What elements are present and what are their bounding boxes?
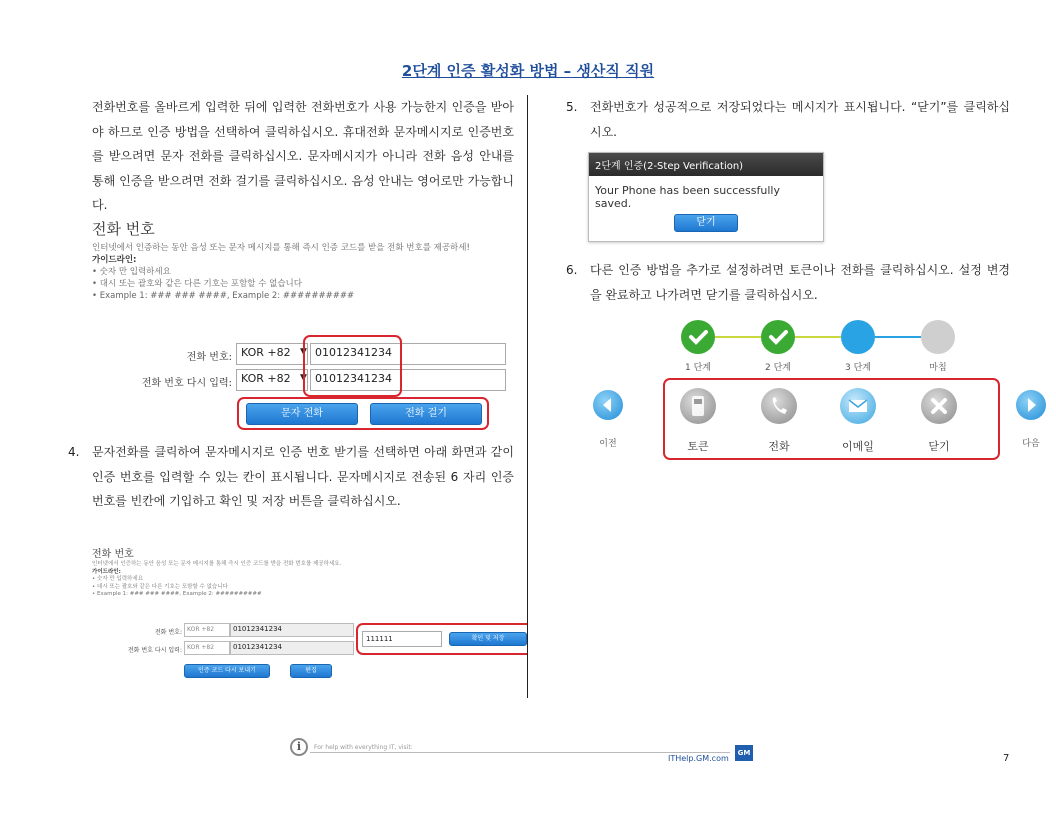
progress-connector (715, 336, 761, 338)
step-label: 1 단계 (685, 363, 711, 373)
token-icon[interactable] (680, 388, 716, 424)
country-select-confirm[interactable]: KOR +82 (236, 369, 308, 391)
previous-label: 이전 (599, 439, 617, 449)
dialog-title: 2단계 인증(2-Step Verification) (589, 153, 823, 176)
phone-form-screenshot (92, 218, 522, 302)
current-step-icon (841, 320, 875, 354)
step-label: 2 단계 (765, 363, 791, 373)
success-dialog (588, 152, 824, 242)
guide-title: 가이드라인: (92, 569, 121, 575)
gm-logo: GM (735, 745, 753, 761)
guide-list (92, 576, 522, 599)
step4-paragraph: 문자전화를 클릭하여 문자메시지로 인증 번호 받기를 선택하면 아래 화면과 같이 인증 번호를 입력할 수 있는 칸이 표시됩니다. 문자메시지로 전송된 6 자리 인증 번호를 빈칸에 기입하고 확인 및 저장 버튼을 클릭하십시오. (92, 445, 514, 508)
check-icon (761, 320, 795, 354)
form-heading: 전화 번호 (92, 220, 155, 238)
phone-input[interactable]: 01012341234 (230, 623, 354, 637)
column-divider (527, 95, 528, 698)
chevron-down-icon: ▼ (300, 347, 307, 357)
guide-title: 가이드라인: (92, 255, 137, 265)
edit-button[interactable]: 편집 (290, 664, 332, 678)
footer-rule (310, 752, 730, 753)
step6-paragraph: 다른 인증 방법을 추가로 설정하려면 토큰이나 전화를 클릭하십시오. 설정 변경을 완료하고 나가려면 닫기를 클릭하십시오. (590, 263, 1010, 302)
resend-code-button[interactable]: 인증 코드 다시 보내기 (184, 664, 270, 678)
method-label: 이메일 (842, 440, 874, 453)
progress-connector (795, 336, 841, 338)
close-icon[interactable] (921, 388, 957, 424)
method-label: 닫기 (928, 440, 950, 453)
method-label: 전화 (768, 440, 790, 453)
progress-connector (875, 336, 921, 338)
next-arrow-icon[interactable] (1016, 390, 1046, 420)
info-icon: i (290, 738, 308, 756)
dialog-close-button[interactable]: 닫기 (674, 214, 738, 232)
step-label: 3 단계 (845, 363, 871, 373)
code-highlight (356, 623, 528, 655)
phone-confirm-label: 전화 번호 다시 입력: (141, 378, 232, 389)
previous-arrow-icon[interactable] (593, 390, 623, 420)
page-title: 2단계 인증 활성화 방법 – 생산직 직원 (401, 62, 655, 80)
list-item: • Example 1: ### ### ####, Example 2: ########## (92, 290, 522, 302)
help-site-link[interactable]: ITHelp.GM.com (668, 754, 729, 763)
form-heading: 전화 번호 (92, 549, 134, 560)
help-text: For help with everything IT, visit: (314, 744, 413, 751)
code-form-screenshot (92, 545, 522, 599)
buttons-highlight (237, 397, 489, 430)
check-icon (681, 320, 715, 354)
confirm-save-button[interactable]: 확인 및 저장 (449, 632, 527, 646)
text-call-button[interactable]: 문자 전화 (246, 403, 358, 425)
progress-steps (681, 320, 971, 380)
phone-label: 전화 번호: (154, 629, 182, 636)
step-number: 6. (566, 263, 578, 277)
method-label: 토큰 (687, 440, 709, 453)
list-item: • 대시 또는 괄호와 같은 다른 기호는 포함할 수 없습니다 (92, 583, 228, 590)
pending-step-icon (921, 320, 955, 354)
next-label: 다음 (1022, 439, 1040, 449)
email-icon[interactable] (840, 388, 876, 424)
phone-call-button[interactable]: 전화 걸기 (370, 403, 482, 425)
form-description: 인터넷에서 인증하는 동안 음성 또는 문자 메시지를 통해 즉시 인증 코드를 받을 전화 번호를 제공하세! (92, 243, 470, 253)
phone-label: 전화 번호: (186, 352, 232, 363)
dialog-message: Your Phone has been successfully saved. (595, 184, 780, 210)
country-select[interactable]: KOR +82 (236, 343, 308, 365)
step-number: 5. (566, 100, 578, 114)
phone-input[interactable]: 01012341234 (310, 343, 506, 365)
list-item: • 숫자 만 입력하세요 (92, 576, 144, 582)
guide-list (92, 266, 522, 302)
step-label: 마침 (929, 363, 947, 373)
phone-confirm-input[interactable]: 01012341234 (230, 641, 354, 655)
country-select-confirm[interactable]: KOR +82 (184, 641, 230, 655)
list-item: • Example 1: ### ### ####, Example 2: ########## (92, 591, 262, 597)
intro-paragraph: 전화번호를 올바르게 입력한 뒤에 입력한 전화번호가 사용 가능한지 인증을 받아야 하므로 인증 방법을 선택하여 클릭하십시오. 휴대전화 문자메시지로 인증번호를 받으려면 문자 전화를 클릭하십시오. 문자메시지가 아니라 전화 음성 안내를 통해 인증을 받으려면 전화 걸기를 클릭하십시오. 음성 안내는 영어로만 가능합니다. (92, 100, 514, 212)
step-number: 4. (68, 445, 80, 459)
chevron-down-icon: ▼ (300, 373, 307, 383)
form-description: 인터넷에서 인증하는 동안 음성 또는 문자 메시지를 통해 즉시 인증 코드를 받을 전화 번호를 제공하세요. (92, 561, 342, 567)
phone-highlight (303, 335, 402, 397)
phone-confirm-label: 전화 번호 다시 입력: (127, 647, 182, 654)
step5-paragraph: 전화번호가 성공적으로 저장되었다는 메시지가 표시됩니다. “닫기”를 클릭하십시오. (590, 100, 1010, 139)
page-number: 7 (1003, 753, 1010, 764)
country-select[interactable]: KOR +82 (184, 623, 230, 637)
list-item: • 숫자 만 입력하세요 (92, 266, 522, 278)
phone-confirm-input[interactable]: 01012341234 (310, 369, 506, 391)
list-item: • 대시 또는 괄호와 같은 다른 기호는 포함할 수 없습니다 (92, 278, 522, 290)
verification-code-input[interactable]: 111111 (362, 631, 442, 647)
phone-icon[interactable] (761, 388, 797, 424)
